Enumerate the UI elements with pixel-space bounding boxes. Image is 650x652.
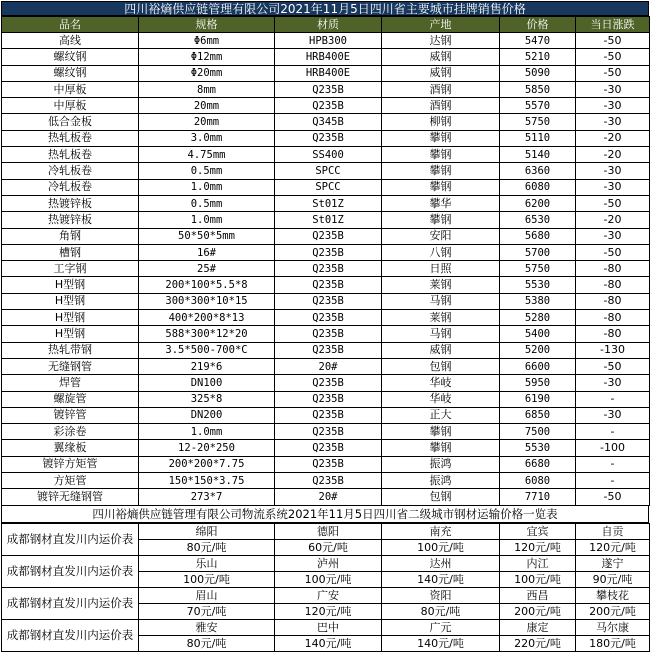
freight-city: 广元	[382, 619, 500, 635]
cell-product: 热镀锌板	[2, 212, 139, 228]
cell-origin: 攀钢	[382, 130, 500, 146]
cell-material: Q235B	[275, 277, 382, 293]
cell-price: 7710	[500, 489, 576, 505]
header-product: 品名	[2, 17, 139, 33]
cell-origin: 酒钢	[382, 98, 500, 114]
cell-material: Q235B	[275, 326, 382, 342]
cell-spec: DN200	[139, 407, 275, 423]
cell-spec: 200*100*5.5*8	[139, 277, 275, 293]
cell-material: Q235B	[275, 228, 382, 244]
cell-material: Q235B	[275, 407, 382, 423]
freight-city: 资阳	[382, 587, 500, 603]
header-price: 价格	[500, 17, 576, 33]
table-row	[2, 228, 650, 244]
table-row	[2, 424, 650, 440]
freight-city: 西昌	[500, 587, 576, 603]
cell-change: -20	[576, 212, 650, 228]
cell-change: -	[576, 424, 650, 440]
cell-material: HRB400E	[275, 65, 382, 81]
table-row	[2, 456, 650, 472]
cell-origin: 攀钢	[382, 440, 500, 456]
table-row	[2, 473, 650, 489]
cell-material: Q235B	[275, 456, 382, 472]
cell-product: H型钢	[2, 326, 139, 342]
cell-price: 5140	[500, 147, 576, 163]
cell-spec: 20mm	[139, 114, 275, 130]
cell-change: -30	[576, 81, 650, 97]
table-row	[2, 195, 650, 211]
freight-price: 200元/吨	[576, 603, 650, 619]
cell-material: Q235B	[275, 261, 382, 277]
cell-price: 5850	[500, 81, 576, 97]
cell-product: 翼缘板	[2, 440, 139, 456]
cell-spec: 12-20*250	[139, 440, 275, 456]
sheet-title: 四川裕熵供应链管理有限公司2021年11月5日四川省主要城市挂牌销售价格	[1, 1, 649, 16]
cell-product: 热轧带钢	[2, 342, 139, 358]
cell-price: 6850	[500, 407, 576, 423]
cell-product: 角钢	[2, 228, 139, 244]
table-row	[2, 277, 650, 293]
cell-spec: 50*50*5mm	[139, 228, 275, 244]
cell-product: 镀锌方矩管	[2, 456, 139, 472]
cell-material: Q235B	[275, 440, 382, 456]
cell-price: 5750	[500, 261, 576, 277]
freight-city: 绵阳	[139, 523, 275, 539]
cell-spec: Φ6mm	[139, 33, 275, 49]
cell-price: 5210	[500, 49, 576, 65]
cell-change: -30	[576, 375, 650, 391]
table-row	[2, 130, 650, 146]
freight-title: 四川裕熵供应链管理有限公司物流系统2021年11月5日四川省二级城市钢材运输价格一览表	[1, 506, 649, 523]
cell-price: 6080	[500, 473, 576, 489]
cell-material: Q235B	[275, 424, 382, 440]
cell-change: -130	[576, 342, 650, 358]
freight-price: 80元/吨	[382, 603, 500, 619]
cell-product: 螺旋管	[2, 391, 139, 407]
price-sheet	[1, 1, 649, 648]
cell-spec: 25#	[139, 261, 275, 277]
cell-spec: 20mm	[139, 98, 275, 114]
freight-price: 80元/吨	[139, 635, 275, 651]
table-row	[2, 33, 650, 49]
freight-city: 广安	[275, 587, 382, 603]
cell-spec: 300*300*10*15	[139, 293, 275, 309]
cell-price: 5750	[500, 114, 576, 130]
cell-spec: Φ12mm	[139, 49, 275, 65]
cell-product: 方矩管	[2, 473, 139, 489]
cell-change: -50	[576, 489, 650, 505]
cell-product: 中厚板	[2, 81, 139, 97]
cell-price: 6600	[500, 358, 576, 374]
freight-price: 120元/吨	[275, 603, 382, 619]
freight-city: 达州	[382, 555, 500, 571]
freight-price: 140元/吨	[382, 571, 500, 587]
cell-origin: 安阳	[382, 228, 500, 244]
cell-origin: 八钢	[382, 244, 500, 260]
cell-material: 20#	[275, 358, 382, 374]
table-row	[2, 310, 650, 326]
cell-product: 彩涂卷	[2, 424, 139, 440]
cell-spec: 16#	[139, 244, 275, 260]
cell-origin: 振鸿	[382, 473, 500, 489]
cell-product: 热镀锌板	[2, 195, 139, 211]
freight-city: 德阳	[275, 523, 382, 539]
price-table	[1, 16, 650, 506]
cell-change: -50	[576, 195, 650, 211]
cell-origin: 达钢	[382, 33, 500, 49]
cell-change: -80	[576, 293, 650, 309]
table-row	[2, 65, 650, 81]
cell-spec: 150*150*3.75	[139, 473, 275, 489]
cell-origin: 威钢	[382, 49, 500, 65]
cell-price: 6190	[500, 391, 576, 407]
header-origin: 产地	[382, 17, 500, 33]
cell-material: Q235B	[275, 391, 382, 407]
cell-change: -	[576, 456, 650, 472]
cell-change: -30	[576, 114, 650, 130]
cell-origin: 攀钢	[382, 163, 500, 179]
cell-origin: 包钢	[382, 358, 500, 374]
cell-material: Q235B	[275, 130, 382, 146]
cell-spec: 588*300*12*20	[139, 326, 275, 342]
cell-material: St01Z	[275, 195, 382, 211]
cell-change: -30	[576, 179, 650, 195]
cell-material: Q345B	[275, 114, 382, 130]
cell-spec: DN100	[139, 375, 275, 391]
cell-change: -50	[576, 33, 650, 49]
cell-origin: 柳钢	[382, 114, 500, 130]
cell-origin: 攀钢	[382, 424, 500, 440]
cell-spec: 4.75mm	[139, 147, 275, 163]
cell-material: HPB300	[275, 33, 382, 49]
freight-city-row	[2, 619, 650, 635]
freight-price: 100元/吨	[500, 571, 576, 587]
freight-table	[1, 523, 650, 652]
cell-change: -80	[576, 326, 650, 342]
table-row	[2, 212, 650, 228]
cell-product: 工字钢	[2, 261, 139, 277]
cell-spec: 273*7	[139, 489, 275, 505]
cell-change: -50	[576, 244, 650, 260]
cell-spec: 200*200*7.75	[139, 456, 275, 472]
freight-price: 100元/吨	[382, 539, 500, 555]
cell-origin: 马钢	[382, 326, 500, 342]
cell-material: Q235B	[275, 244, 382, 260]
price-table-header	[2, 17, 650, 33]
cell-change: -100	[576, 440, 650, 456]
cell-material: HRB400E	[275, 49, 382, 65]
freight-price: 200元/吨	[500, 603, 576, 619]
freight-price: 180元/吨	[576, 635, 650, 651]
cell-material: Q235B	[275, 342, 382, 358]
cell-change: -	[576, 391, 650, 407]
cell-origin: 威钢	[382, 65, 500, 81]
table-row	[2, 407, 650, 423]
cell-product: 螺纹钢	[2, 65, 139, 81]
table-row	[2, 114, 650, 130]
cell-product: H型钢	[2, 310, 139, 326]
freight-price: 60元/吨	[275, 539, 382, 555]
table-row	[2, 49, 650, 65]
freight-city: 巴中	[275, 619, 382, 635]
cell-change: -20	[576, 147, 650, 163]
freight-city: 宜宾	[500, 523, 576, 539]
table-row	[2, 489, 650, 505]
cell-change: -20	[576, 130, 650, 146]
cell-change: -30	[576, 163, 650, 179]
cell-product: 冷轧板卷	[2, 179, 139, 195]
table-row	[2, 81, 650, 97]
cell-product: 镀锌管	[2, 407, 139, 423]
freight-price: 120元/吨	[576, 539, 650, 555]
cell-origin: 振鸿	[382, 456, 500, 472]
cell-price: 5700	[500, 244, 576, 260]
table-row	[2, 358, 650, 374]
cell-product: 冷轧板卷	[2, 163, 139, 179]
cell-price: 6080	[500, 179, 576, 195]
cell-product: 焊管	[2, 375, 139, 391]
freight-price: 140元/吨	[382, 635, 500, 651]
cell-origin: 包钢	[382, 489, 500, 505]
header-material: 材质	[275, 17, 382, 33]
freight-price: 220元/吨	[500, 635, 576, 651]
cell-change: -50	[576, 49, 650, 65]
table-row	[2, 261, 650, 277]
freight-city-row	[2, 523, 650, 539]
freight-city-row	[2, 555, 650, 571]
cell-material: Q235B	[275, 81, 382, 97]
cell-product: H型钢	[2, 277, 139, 293]
freight-city: 马尔康	[576, 619, 650, 635]
cell-origin: 莱钢	[382, 310, 500, 326]
cell-change: -50	[576, 65, 650, 81]
cell-price: 5530	[500, 440, 576, 456]
cell-product: 镀锌无缝钢管	[2, 489, 139, 505]
cell-material: SS400	[275, 147, 382, 163]
cell-change: -	[576, 473, 650, 489]
header-change: 当日涨跌	[576, 17, 650, 33]
cell-spec: 219*6	[139, 358, 275, 374]
freight-city: 泸州	[275, 555, 382, 571]
cell-spec: 0.5mm	[139, 195, 275, 211]
cell-change: -80	[576, 310, 650, 326]
table-row	[2, 98, 650, 114]
cell-material: Q235B	[275, 310, 382, 326]
freight-price: 90元/吨	[576, 571, 650, 587]
cell-origin: 日照	[382, 261, 500, 277]
cell-origin: 攀钢	[382, 147, 500, 163]
cell-spec: Φ20mm	[139, 65, 275, 81]
cell-price: 5400	[500, 326, 576, 342]
freight-label: 成都钢材直发川内运价表	[2, 523, 139, 555]
cell-product: H型钢	[2, 293, 139, 309]
header-spec: 规格	[139, 17, 275, 33]
cell-price: 5680	[500, 228, 576, 244]
cell-price: 6680	[500, 456, 576, 472]
cell-price: 7500	[500, 424, 576, 440]
cell-price: 5200	[500, 342, 576, 358]
cell-origin: 马钢	[382, 293, 500, 309]
freight-city: 攀枝花	[576, 587, 650, 603]
cell-spec: 400*200*8*13	[139, 310, 275, 326]
cell-spec: 8mm	[139, 81, 275, 97]
freight-price: 70元/吨	[139, 603, 275, 619]
table-row	[2, 147, 650, 163]
cell-spec: 1.0mm	[139, 424, 275, 440]
freight-label: 成都钢材直发川内运价表	[2, 587, 139, 619]
table-row	[2, 440, 650, 456]
cell-price: 5280	[500, 310, 576, 326]
freight-price: 120元/吨	[500, 539, 576, 555]
cell-spec: 3.5*500-700*C	[139, 342, 275, 358]
freight-price: 100元/吨	[275, 571, 382, 587]
cell-product: 热轧板卷	[2, 130, 139, 146]
cell-material: Q235B	[275, 293, 382, 309]
cell-material: Q235B	[275, 98, 382, 114]
cell-change: -50	[576, 358, 650, 374]
cell-price: 5090	[500, 65, 576, 81]
cell-price: 6200	[500, 195, 576, 211]
cell-change: -80	[576, 277, 650, 293]
cell-material: 20#	[275, 489, 382, 505]
cell-spec: 1.0mm	[139, 179, 275, 195]
cell-origin: 攀钢	[382, 179, 500, 195]
table-row	[2, 391, 650, 407]
cell-origin: 酒钢	[382, 81, 500, 97]
cell-spec: 1.0mm	[139, 212, 275, 228]
cell-material: St01Z	[275, 212, 382, 228]
cell-product: 螺纹钢	[2, 49, 139, 65]
table-row	[2, 179, 650, 195]
freight-city: 乐山	[139, 555, 275, 571]
cell-material: Q235B	[275, 375, 382, 391]
cell-price: 5530	[500, 277, 576, 293]
freight-price: 100元/吨	[139, 571, 275, 587]
cell-price: 5570	[500, 98, 576, 114]
cell-product: 低合金板	[2, 114, 139, 130]
cell-product: 中厚板	[2, 98, 139, 114]
cell-origin: 莱钢	[382, 277, 500, 293]
freight-label: 成都钢材直发川内运价表	[2, 619, 139, 651]
cell-spec: 325*8	[139, 391, 275, 407]
cell-origin: 正大	[382, 407, 500, 423]
freight-city: 南充	[382, 523, 500, 539]
cell-product: 高线	[2, 33, 139, 49]
cell-product: 无缝钢管	[2, 358, 139, 374]
freight-city: 自贡	[576, 523, 650, 539]
freight-city: 遂宁	[576, 555, 650, 571]
cell-price: 6360	[500, 163, 576, 179]
table-row	[2, 342, 650, 358]
cell-change: -80	[576, 261, 650, 277]
cell-origin: 威钢	[382, 342, 500, 358]
cell-material: Q235B	[275, 473, 382, 489]
cell-product: 热轧板卷	[2, 147, 139, 163]
cell-origin: 华岐	[382, 391, 500, 407]
table-row	[2, 326, 650, 342]
freight-price: 80元/吨	[139, 539, 275, 555]
cell-price: 6530	[500, 212, 576, 228]
freight-label: 成都钢材直发川内运价表	[2, 555, 139, 587]
freight-city: 康定	[500, 619, 576, 635]
table-row	[2, 375, 650, 391]
cell-origin: 攀华	[382, 195, 500, 211]
freight-price: 140元/吨	[275, 635, 382, 651]
cell-change: -30	[576, 98, 650, 114]
cell-price: 5470	[500, 33, 576, 49]
cell-origin: 攀钢	[382, 212, 500, 228]
table-row	[2, 163, 650, 179]
freight-city: 雅安	[139, 619, 275, 635]
cell-material: SPCC	[275, 179, 382, 195]
freight-city-row	[2, 587, 650, 603]
cell-spec: 0.5mm	[139, 163, 275, 179]
cell-material: SPCC	[275, 163, 382, 179]
cell-change: -30	[576, 407, 650, 423]
freight-city: 眉山	[139, 587, 275, 603]
cell-price: 5110	[500, 130, 576, 146]
cell-price: 5950	[500, 375, 576, 391]
table-row	[2, 293, 650, 309]
cell-price: 5380	[500, 293, 576, 309]
freight-city: 内江	[500, 555, 576, 571]
cell-product: 槽钢	[2, 244, 139, 260]
cell-origin: 华岐	[382, 375, 500, 391]
table-row	[2, 244, 650, 260]
cell-change: -30	[576, 228, 650, 244]
cell-spec: 3.0mm	[139, 130, 275, 146]
